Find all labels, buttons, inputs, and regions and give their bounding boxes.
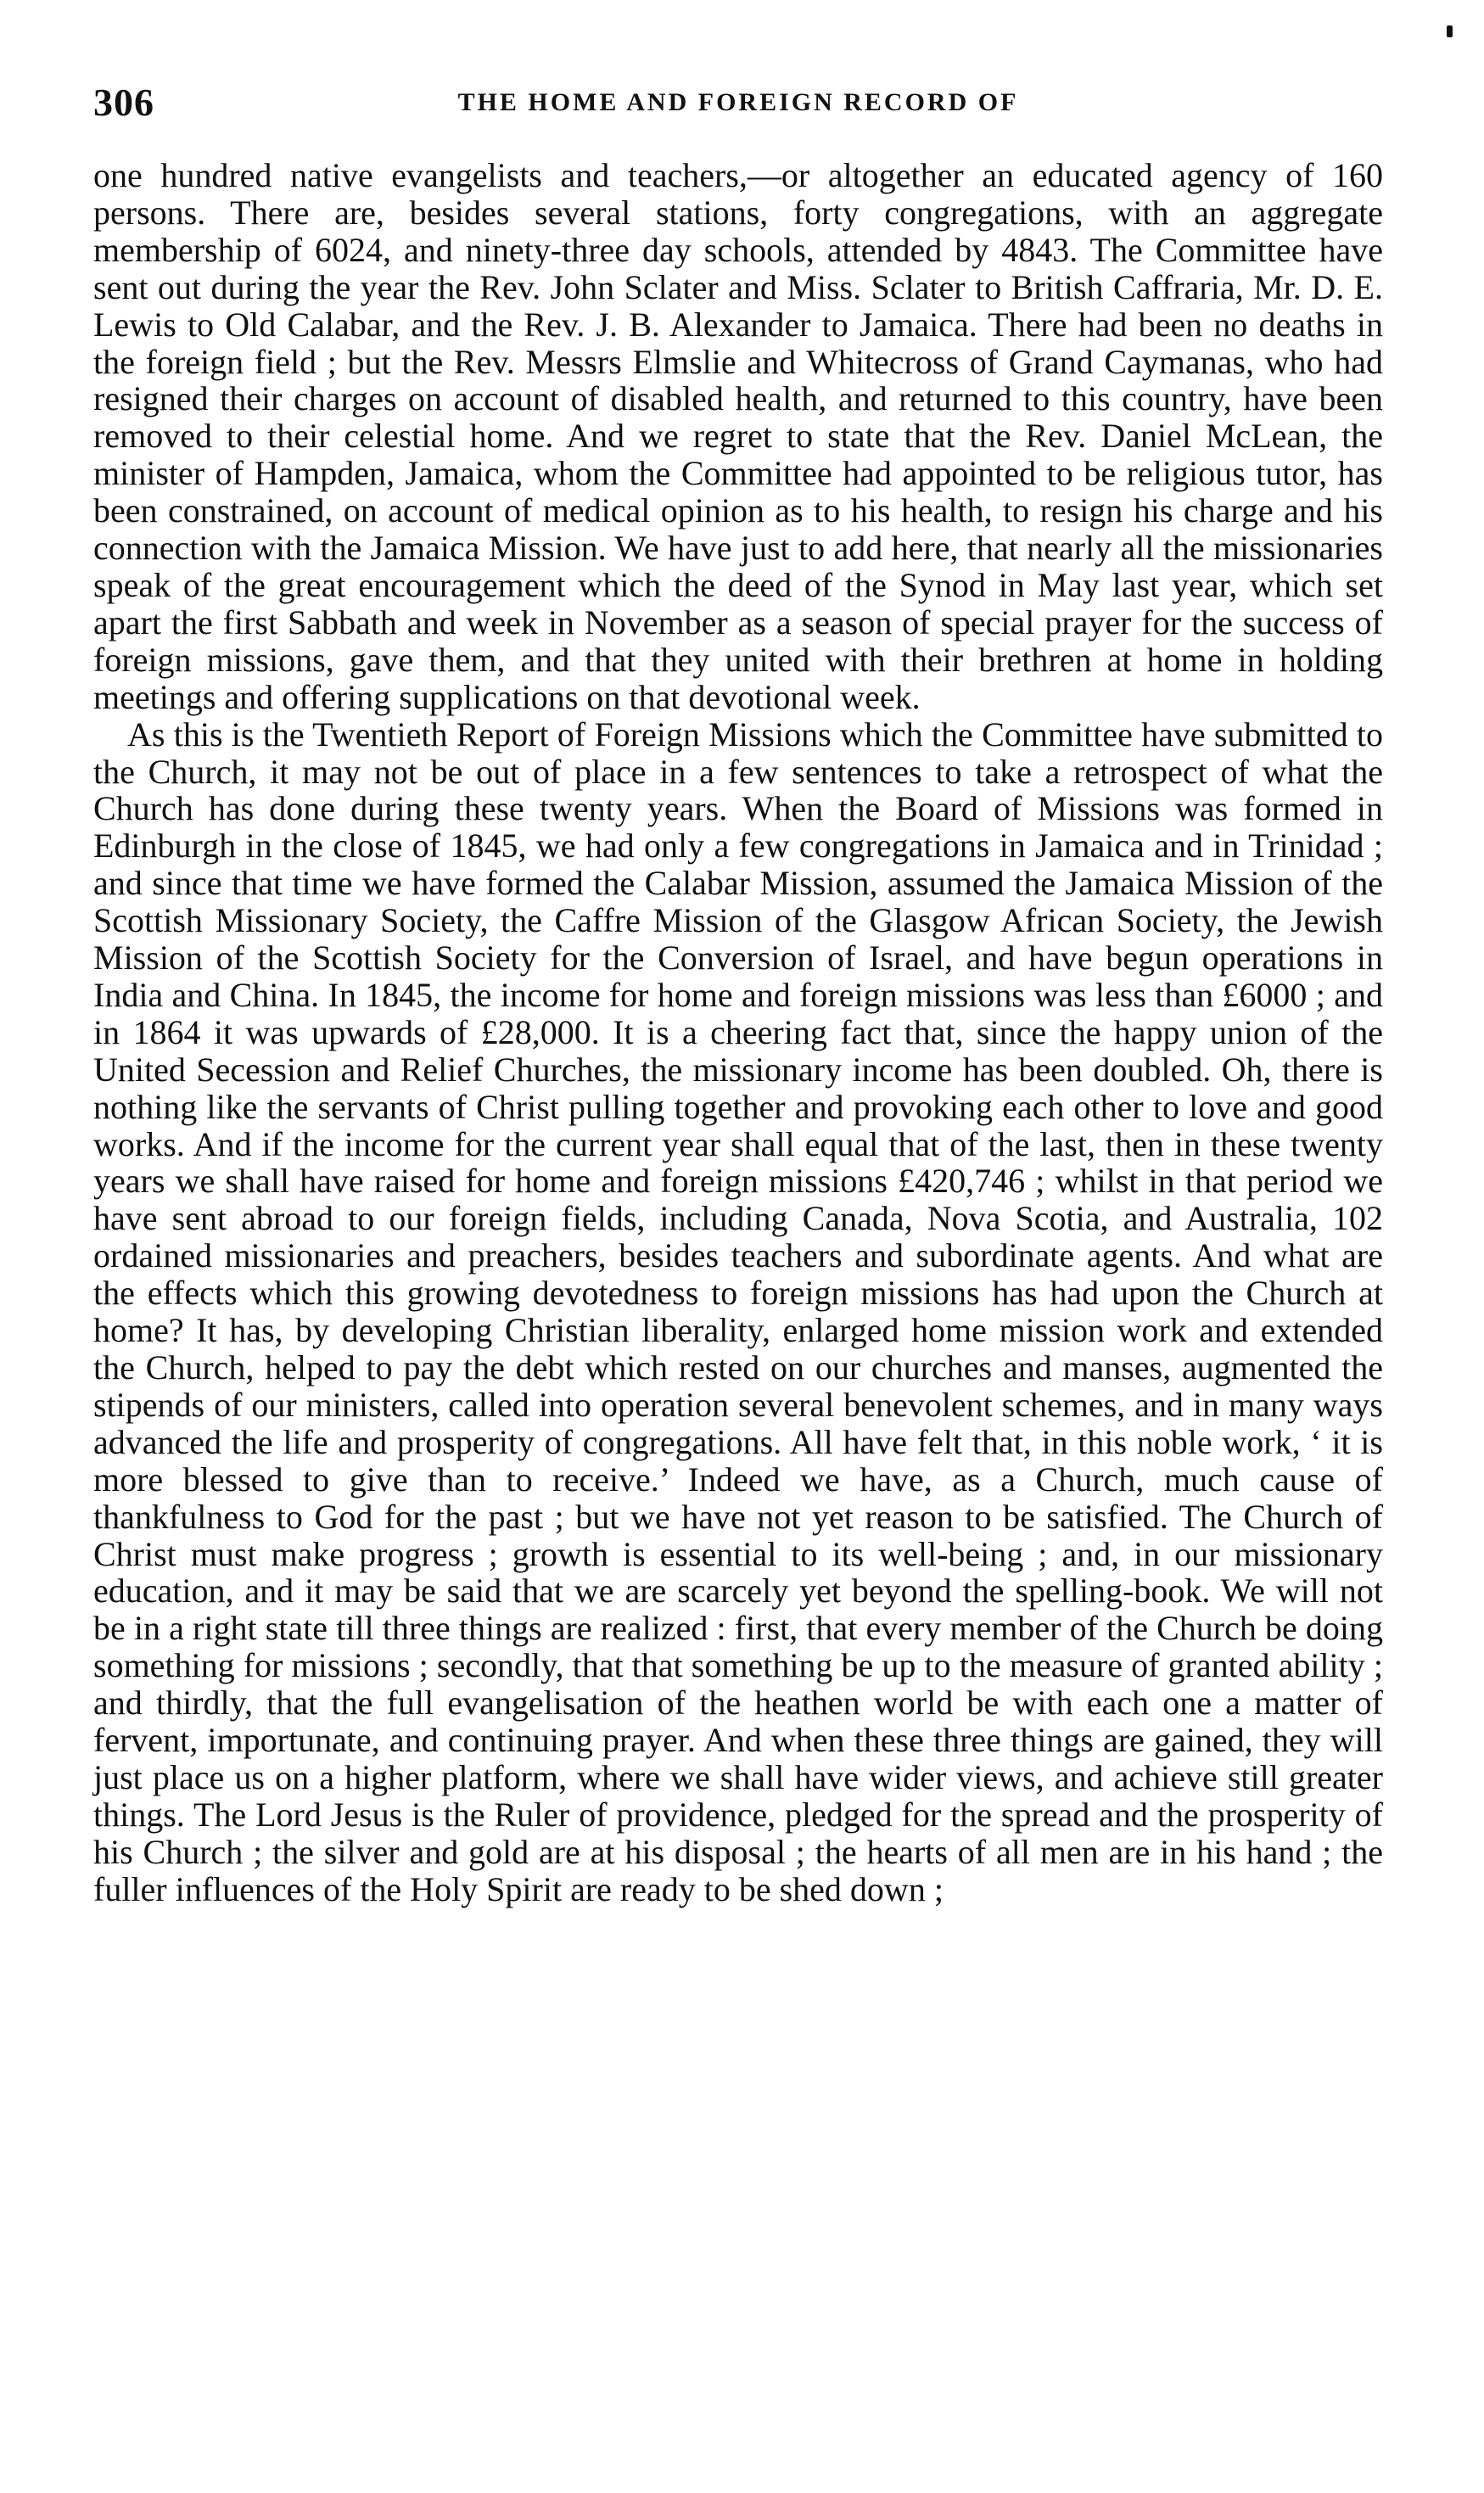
page-header bbox=[93, 80, 1383, 131]
paragraph-2: As this is the Twentieth Report of Foreign Missions which the Committee have submitted to the Church, it may not be out of place in a few sentences to take a retrospect of what the Church has done during these twenty years. When the Board of Missions was formed in Edinburgh in the close of 1845, we had only a few congregations in Jamaica and in Trinidad ; and since that time we have formed the Calabar Mission, assumed the Jamaica Mission of the Scottish Missionary Society, the Caffre Mission of the Glasgow African Society, the Jewish Mission of the Scottish Society for the Conversion of Israel, and have begun operations in India and China. In 1845, the income for home and foreign missions was less than £6000 ; and in 1864 it was upwards of £28,000. It is a cheering fact that, since the happy union of the United Secession and Relief Churches, the missionary income has been doubled. Oh, there is nothing like the servants of Christ pulling together and provoking each other to love and good works. And if the income for the current year shall equal that of the last, then in these twenty years we shall have raised for home and foreign missions £420,746 ; whilst in that period we have sent abroad to our foreign fields, including Canada, Nova Scotia, and Australia, 102 ordained missionaries and preachers, besides teachers and subordinate agents. And what are the effects which this growing devotedness to foreign missions has had upon the Church at home? It has, by developing Christian liberality, enlarged home mission work and extended the Church, helped to pay the debt which rested on our churches and manses, augmented the stipends of our ministers, called into operation several benevolent schemes, and in many ways advanced the life and prosperity of congregations. All have felt that, in this noble work, ‘ it is more blessed to give than to receive.’ Indeed we have, as a Church, much cause of thankfulness to God for the past ; but we have not yet reason to be satisfied. The Church of Christ must make progress ; growth is essential to its well-being ; and, in our missionary education, and it may be said that we are scarcely yet beyond the spelling-book. We will not be in a right state till three things are realized : first, that every member of the Church be doing something for missions ; secondly, that that something be up to the measure of granted ability ; and thirdly, that the full evangelisation of the heathen world be with each one a matter of fervent, importunate, and continuing prayer. And when these three things are gained, they will just place us on a higher platform, where we shall have wider views, and achieve still greater things. The Lord Jesus is the Ruler of providence, pledged for the spread and the prosperity of his Church ; the silver and gold are at his disposal ; the hearts of all men are in his hand ; the fuller influences of the Holy Spirit are ready to be shed down ; bbox=[93, 714, 1383, 1908]
margin-mark bbox=[1447, 25, 1453, 37]
body-text bbox=[93, 157, 1383, 1908]
paragraph-1: one hundred native evangelists and teachers,—or altogether an educated agency of 160 persons. There are, besides several stations, forty congregations, with an aggregate membership of 6024, and ninety-three day schools, attended by 4843. The Committee have sent out during the year the Rev. John Sclater and Miss. Sclater to British Caffraria, Mr. D. E. Lewis to Old Calabar, and the Rev. J. B. Alexander to Jamaica. There had been no deaths in the foreign field ; but the Rev. Messrs Elmslie and Whitecross of Grand Caymanas, who had resigned their charges on account of disabled health, and returned to this country, have been removed to their celestial home. And we regret to state that the Rev. Daniel McLean, the minister of Hampden, Jamaica, whom the Committee had appointed to be religious tutor, has been constrained, on account of medical opinion as to his health, to resign his charge and his connection with the Jamaica Mission. We have just to add here, that nearly all the missionaries speak of the great encouragement which the deed of the Synod in May last year, which set apart the first Sabbath and week in November as a season of special prayer for the success of foreign missions, gave them, and that they united with their brethren at home in holding meetings and offering supplications on that devotional week. bbox=[93, 156, 1383, 716]
page-number: 306 bbox=[93, 81, 154, 124]
running-title: THE HOME AND FOREIGN RECORD OF bbox=[457, 88, 1019, 116]
